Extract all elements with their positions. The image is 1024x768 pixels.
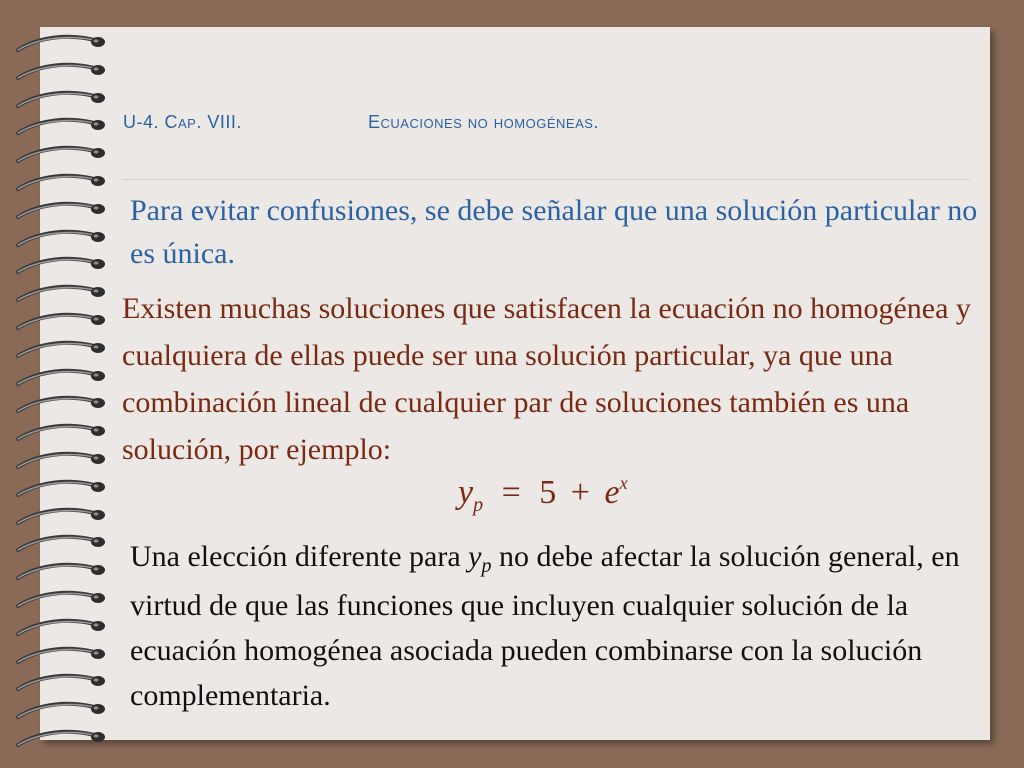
binding-ring <box>10 449 110 471</box>
conclusion-var-sub: p <box>481 555 492 577</box>
explanation-paragraph: Existen muchas soluciones que satisfacen la ecuación no homogénea y cualquiera de ellas puede ser una solución particular, ya que una combinación lineal de cualquier par de soluciones también es una solución, por ejemplo: <box>122 292 971 466</box>
conclusion-after: no debe afectar la solución general, en virtud de que las funciones que incluyen cualquier solución de la ecuación homogénea asociada pueden combinarse con la solución complementaria. <box>130 540 960 712</box>
chapter-label: U-4. Cap. VIII. <box>123 112 242 132</box>
binding-ring <box>10 505 110 527</box>
binding-ring <box>10 616 110 638</box>
binding-ring <box>10 588 110 610</box>
eq-const: 5 <box>539 474 557 511</box>
binding-ring <box>10 644 110 666</box>
eq-lhs-sub: p <box>473 494 484 516</box>
binding-ring <box>10 699 110 721</box>
conclusion-paragraph <box>130 534 1000 718</box>
spiral-binding <box>0 0 120 768</box>
binding-ring <box>10 671 110 693</box>
binding-ring <box>10 143 110 165</box>
binding-ring <box>10 115 110 137</box>
conclusion-before: Una elección diferente para <box>130 540 469 573</box>
binding-ring <box>10 366 110 388</box>
binding-ring <box>10 32 110 54</box>
example-equation <box>458 473 628 516</box>
eq-plus: + <box>570 474 590 511</box>
eq-base: e <box>604 474 620 511</box>
slide-title: Ecuaciones no homogéneas. <box>368 112 599 132</box>
binding-ring <box>10 227 110 249</box>
binding-ring <box>10 254 110 276</box>
eq-equals: = <box>501 474 521 511</box>
binding-ring <box>10 199 110 221</box>
intro-paragraph: Para evitar confusiones, se debe señalar que una solución particular no es única. <box>130 194 978 270</box>
binding-ring <box>10 88 110 110</box>
binding-ring <box>10 560 110 582</box>
binding-ring <box>10 727 110 749</box>
binding-ring <box>10 338 110 360</box>
binding-ring <box>10 393 110 415</box>
divider <box>122 179 970 180</box>
binding-ring <box>10 532 110 554</box>
binding-ring <box>10 310 110 332</box>
binding-ring <box>10 421 110 443</box>
binding-ring <box>10 171 110 193</box>
eq-exp: x <box>619 473 628 493</box>
binding-ring <box>10 282 110 304</box>
conclusion-var: y <box>468 540 482 573</box>
binding-ring <box>10 60 110 82</box>
binding-ring <box>10 477 110 499</box>
eq-lhs: y <box>458 474 474 511</box>
